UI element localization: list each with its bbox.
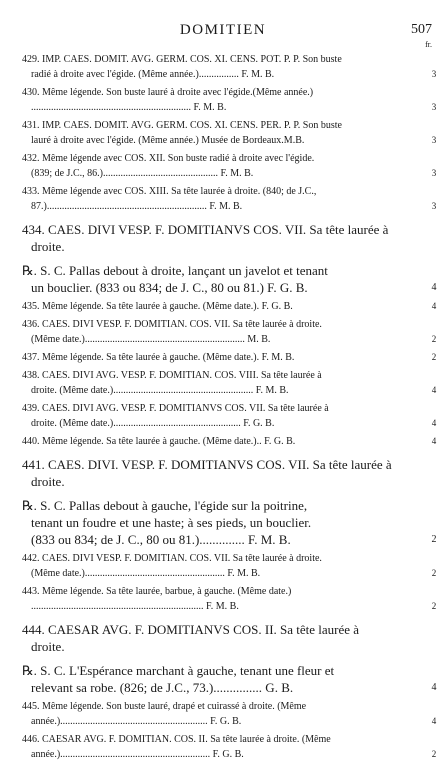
entry-line: 439. CAES. DIVI AVG. VESP. F. DOMITIANVS COS. VII. Sa tête laurée à — [22, 403, 329, 414]
entry-line: année.)........................................................... F. G. B. — [31, 716, 242, 727]
entry-line: année.)............................................................ F. G. B. — [31, 749, 244, 760]
catalogue-entry — [22, 497, 437, 548]
catalogue-entry — [22, 221, 400, 255]
catalogue-entry — [22, 317, 437, 347]
rarity-value: 3 — [431, 201, 437, 211]
rarity-value: 2 — [431, 601, 437, 611]
entry-line: 437. Même légende. Sa tête laurée à gauche. (Même date.). F. M. B. — [22, 352, 295, 363]
catalogue-entry — [22, 118, 437, 148]
entry-line: 434. CAES. DIVI VESP. F. DOMITIANVS COS. VII. Sa tête laurée à — [22, 222, 389, 237]
rarity-value: 2 — [431, 334, 437, 344]
entry-line: 87.)................................................................ F. M. B. — [31, 201, 243, 212]
entry-line: 438. CAES. DIVI AVG. VESP. F. DOMITIAN. COS. VIII. Sa tête laurée à — [22, 370, 322, 381]
catalogue-entry — [22, 621, 400, 655]
entry-line: radié à droite avec l'égide. (Même année.)................ F. M. B. — [31, 69, 275, 80]
rarity-value: 3 — [431, 168, 437, 178]
page-header — [0, 22, 446, 49]
catalogue-entry — [22, 732, 437, 762]
entry-line: 446. CAESAR AVG. F. DOMITIAN. COS. II. Sa tête laurée à droite. (Même — [22, 734, 331, 745]
catalogue-entry — [22, 401, 437, 431]
entry-line: droite. (Même date.)................................................... F. G. B. — [31, 418, 275, 429]
entry-line: (Même date.)........................................................ F. M. B. — [31, 568, 261, 579]
entry-line: ..................................................................... F. M. B. — [31, 601, 239, 612]
rarity-value: 4 — [431, 282, 437, 293]
entry-line: droite. (Même date.)........................................................ F. M. B. — [31, 385, 289, 396]
entry-line: 444. CAESAR AVG. F. DOMITIANVS COS. II. Sa tête laurée à — [22, 622, 360, 637]
entry-spacer — [0, 214, 446, 221]
entry-line: 431. IMP. CAES. DOMIT. AVG. GERM. COS. XI. CENS. PER. P. P. Son buste — [22, 120, 342, 131]
entry-line: tenant un foudre et une haste; à ses pieds, un bouclier. — [31, 515, 312, 530]
catalogue-entry — [22, 262, 437, 296]
entry-line: un bouclier. (833 ou 834; de J. C., 80 ou 81.) F. G. B. — [31, 280, 308, 295]
entry-line: (Même date.)................................................................ M. B. — [31, 334, 271, 345]
page-number: 507 — [411, 22, 432, 37]
entry-line: 445. Même légende. Son buste lauré, drapé et cuirassé à droite. (Même — [22, 701, 307, 712]
entry-line: 432. Même légende avec COS. XII. Son buste radié à droite avec l'égide. — [22, 153, 315, 164]
rarity-value: 3 — [431, 135, 437, 145]
entry-line: 433. Même légende avec COS. XIII. Sa tête laurée à droite. (840; de J.C., — [22, 186, 317, 197]
catalogue-entries — [0, 52, 446, 762]
entry-line: 441. CAES. DIVI. VESP. F. DOMITIANVS COS. VII. Sa tête laurée à — [22, 457, 392, 472]
rarity-value: 2 — [431, 534, 437, 545]
catalogue-entry — [22, 299, 437, 314]
entry-line: 429. IMP. CAES. DOMIT. AVG. GERM. COS. XI. CENS. POT. P. P. Son buste — [22, 54, 342, 65]
entry-line: droite. — [31, 239, 65, 254]
rarity-value: 4 — [431, 418, 437, 428]
catalogue-entry — [22, 456, 400, 490]
catalogue-entry — [22, 699, 437, 729]
catalogue-entry — [22, 434, 437, 449]
rarity-value: 2 — [431, 749, 437, 759]
entry-line: droite. — [31, 639, 65, 654]
rarity-value: 3 — [431, 102, 437, 112]
rarity-column-label: fr. — [425, 40, 432, 49]
entry-line: 435. Même légende. Sa tête laurée à gauche. (Même date.). F. G. B. — [22, 301, 293, 312]
entry-line: 430. Même légende. Son buste lauré à droite avec l'égide.(Même année.) — [22, 87, 314, 98]
catalogue-entry — [22, 584, 437, 614]
catalogue-entry — [22, 368, 437, 398]
entry-line: (833 ou 834; de J. C., 80 ou 81.).............. F. M. B. — [31, 532, 291, 547]
rarity-value: 4 — [431, 436, 437, 446]
entry-spacer — [0, 490, 446, 497]
entry-line: ................................................................ F. M. B. — [31, 102, 227, 113]
catalogue-entry — [22, 551, 437, 581]
entry-spacer — [0, 614, 446, 621]
rarity-value: 4 — [431, 301, 437, 311]
catalogue-entry — [22, 85, 437, 115]
entry-spacer — [0, 449, 446, 456]
rarity-value: 4 — [431, 716, 437, 726]
entry-line: 443. Même légende. Sa tête laurée, barbue, à gauche. (Même date.) — [22, 586, 292, 597]
running-title: DOMITIEN — [179, 22, 267, 38]
entry-line: lauré à droite avec l'égide. (Même année.) Musée de Bordeaux.M.B. — [31, 135, 305, 146]
catalogue-entry — [22, 350, 437, 365]
entry-line: (839; de J.C., 86.).............................................. F. M. B. — [31, 168, 254, 179]
entry-line: 442. CAES. DIVI VESP. F. DOMITIAN. COS. VII. Sa tête laurée à droite. — [22, 553, 322, 564]
catalogue-entry — [22, 52, 437, 82]
rarity-value: 2 — [431, 568, 437, 578]
entry-line: ℞. S. C. L'Espérance marchant à gauche, tenant une fleur et — [22, 663, 335, 678]
catalogue-entry — [22, 151, 437, 181]
entry-spacer — [0, 255, 446, 262]
catalogue-entry — [22, 662, 437, 696]
entry-line: droite. — [31, 474, 65, 489]
entry-line: 440. Même légende. Sa tête laurée à gauche. (Même date.).. F. G. B. — [22, 436, 296, 447]
entry-line: 436. CAES. DIVI VESP. F. DOMITIAN. COS. VII. Sa tête laurée à droite. — [22, 319, 322, 330]
rarity-value: 4 — [431, 385, 437, 395]
entry-line: ℞. S. C. Pallas debout à droite, lançant un javelot et tenant — [22, 263, 328, 278]
catalogue-entry — [22, 184, 437, 214]
rarity-value: 2 — [431, 352, 437, 362]
entry-line: ℞. S. C. Pallas debout à gauche, l'égide sur la poitrine, — [22, 498, 308, 513]
entry-line: relevant sa robe. (826; de J.C., 73.)............... G. B. — [31, 680, 294, 695]
entry-spacer — [0, 655, 446, 662]
rarity-value: 4 — [431, 682, 437, 693]
rarity-value: 3 — [431, 69, 437, 79]
